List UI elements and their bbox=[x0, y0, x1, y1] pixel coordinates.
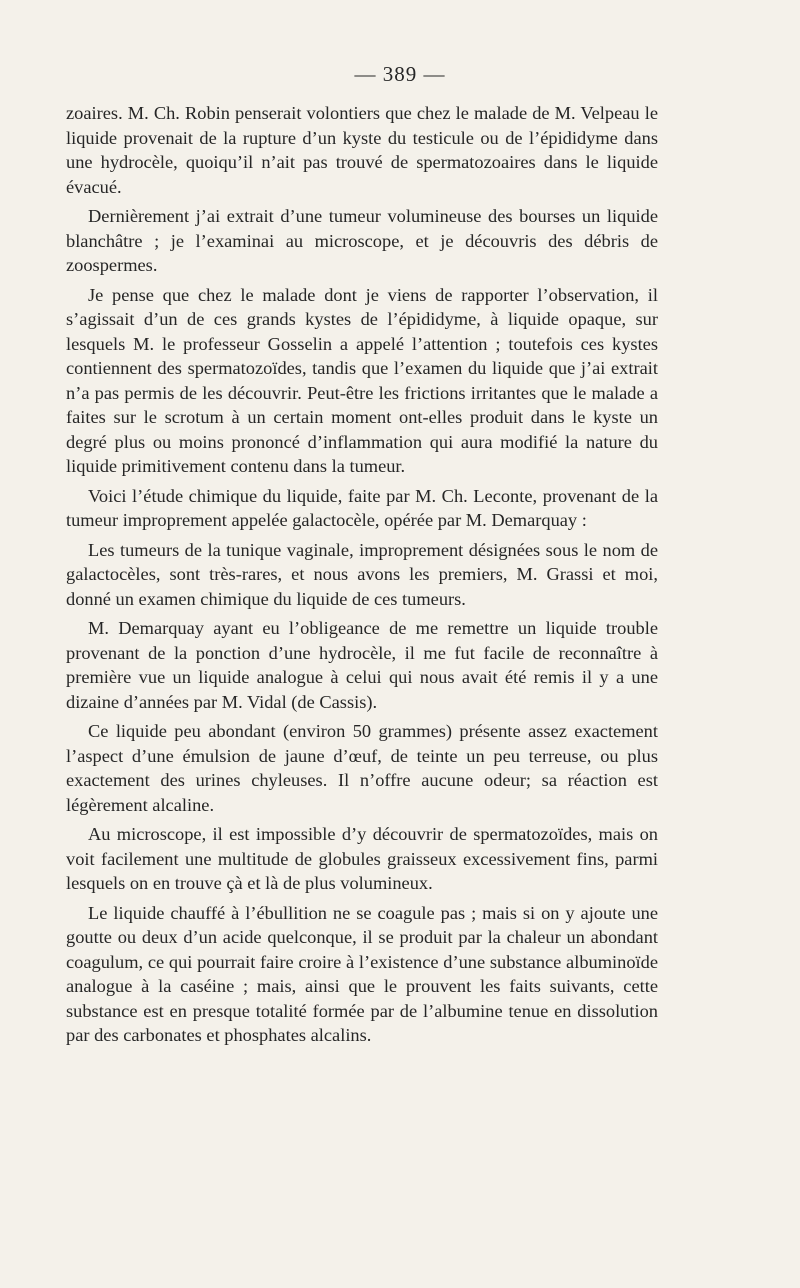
paragraph: M. Demarquay ayant eu l’obligeance de me remettre un liquide trouble provenant de la ponction d’une hydrocèle, il me fut facile de reconnaître à première vue un liquide analogue à celui qui nous avait été remis il y a une dizaine d’années par M. Vidal (de Cassis). bbox=[66, 618, 658, 712]
paragraph: zoaires. M. Ch. Robin penserait volontiers que chez le malade de M. Velpeau le liquide provenait de la rupture d’un kyste du testicule ou de l’épididyme dans une hydrocèle, quoiqu’il n’ait pas trouvé de spermatozoaires dans le liquide évacué. bbox=[66, 103, 658, 197]
paragraph: Les tumeurs de la tunique vaginale, improprement désignées sous le nom de galactocèles, sont très-rares, et nous avons les premiers, M. Grassi et moi, donné un examen chimique du liquide de ces tumeurs. bbox=[66, 539, 658, 609]
paragraph: Au microscope, il est impossible d’y découvrir de spermatozoïdes, mais on voit facilement une multitude de globules graisseux excessivement fins, parmi lesquels on en trouve çà et là de plus volumineux. bbox=[66, 824, 658, 893]
body-text bbox=[66, 101, 658, 1053]
paragraph: Voici l’étude chimique du liquide, faite par M. Ch. Leconte, provenant de la tumeur improprement appelée galactocèle, opérée par M. Demarquay : bbox=[66, 485, 658, 530]
page-number: — 389 — bbox=[354, 62, 446, 86]
paragraph: Ce liquide peu abondant (environ 50 grammes) présente assez exactement l’aspect d’une émulsion de jaune d’œuf, de teinte un peu terreuse, ou plus exactement des urines chyleuses. Il n’offre aucune odeur; sa réaction est légèrement alcaline. bbox=[66, 721, 658, 815]
paragraph: Le liquide chauffé à l’ébullition ne se coagule pas ; mais si on y ajoute une goutte ou deux d’un acide quelconque, il se produit par la chaleur un abondant coagulum, ce qui pourrait faire croire à l’existence d’une substance albuminoïde analogue à la caséine ; mais, ainsi que le prouvent les faits suivants, cette substance est en presque totalité formée par de l’albumine tenue en dissolution par des carbonates et phosphates alcalins. bbox=[66, 902, 658, 1045]
paragraph: Dernièrement j’ai extrait d’une tumeur volumineuse des bourses un liquide blanchâtre ; je l’examinai au microscope, et je découvris des débris de zoospermes. bbox=[66, 206, 658, 275]
paragraph: Je pense que chez le malade dont je viens de rapporter l’observation, il s’agissait d’un de ces grands kystes de l’épididyme, à liquide opaque, sur lesquels M. le professeur Gosselin a appelé l’attention ; toutefois ces kystes contiennent des spermatozoïdes, tandis que l’examen du liquide que j’ai extrait n’a pas permis de les découvrir. Peut-être les frictions irritantes que le malade a faites sur le scrotum à un certain moment ont-elles produit dans le kyste un degré plus ou moins prononcé d’inflammation qui aura modifié la nature du liquide primitivement contenu dans la tumeur. bbox=[66, 284, 658, 476]
